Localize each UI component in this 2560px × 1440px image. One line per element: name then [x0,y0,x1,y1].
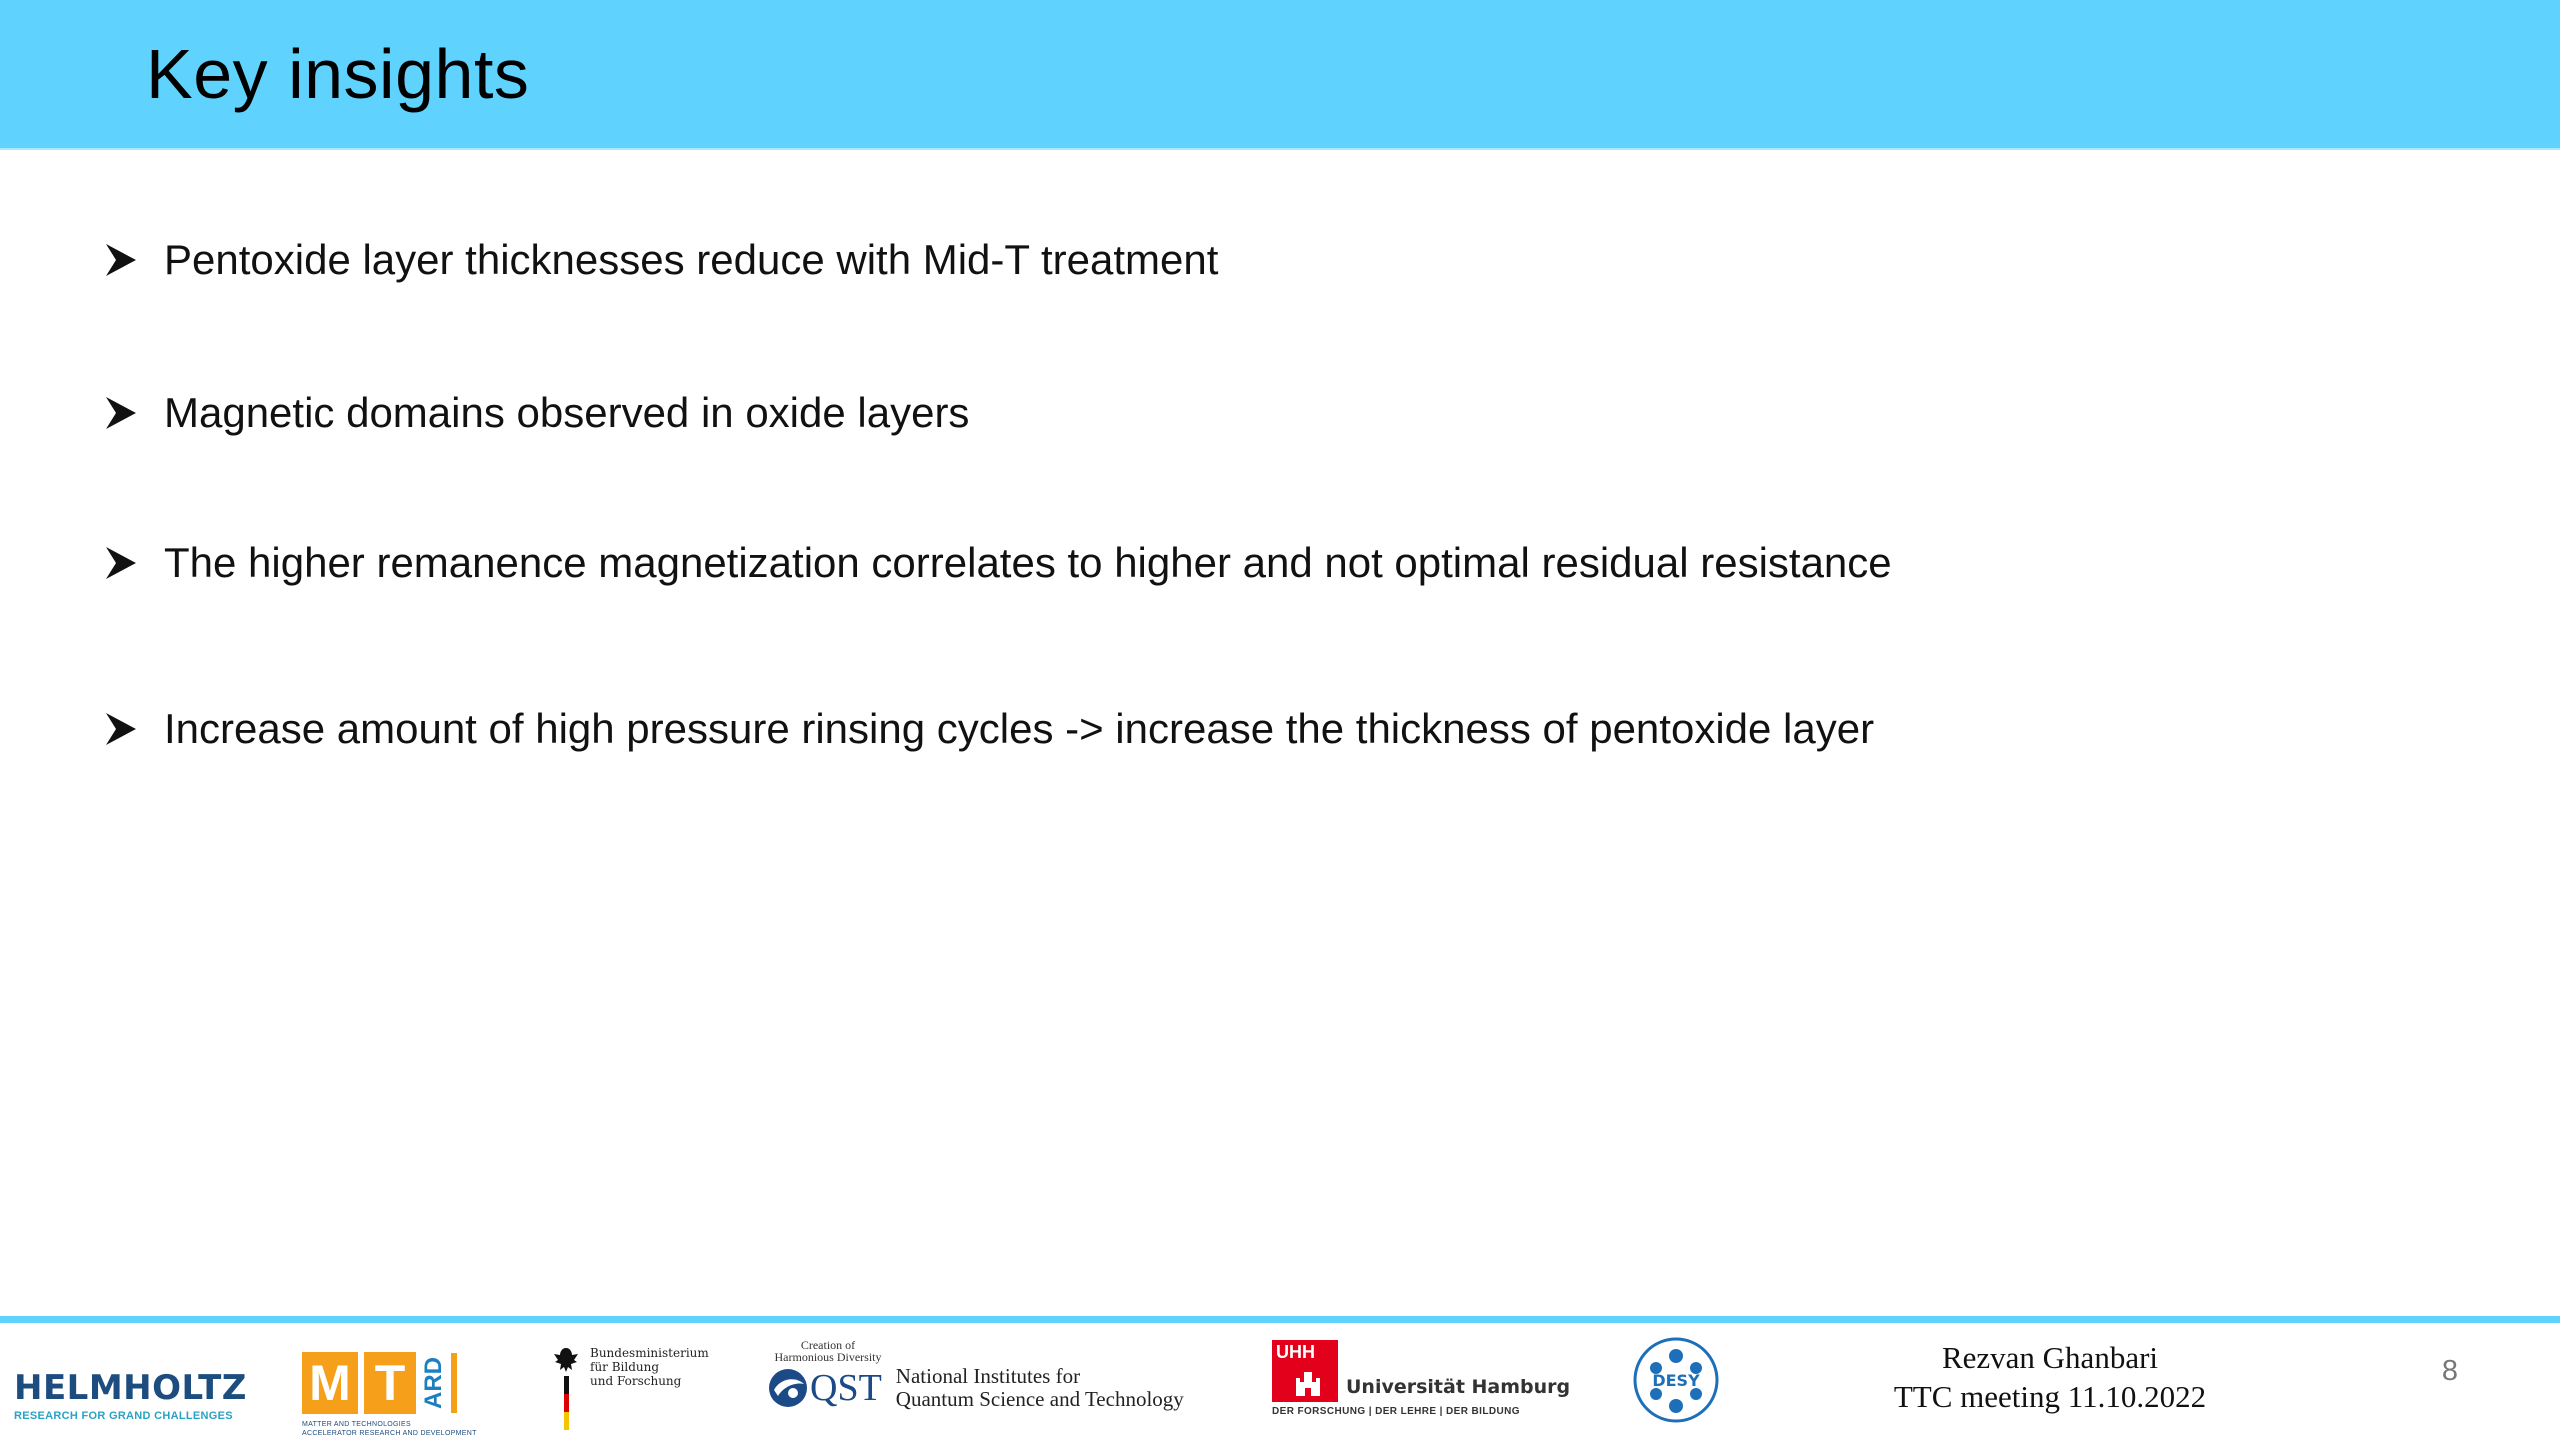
arrowhead-bullet-icon [104,393,138,433]
qst-tagline-2: Harmonious Diversity [774,1350,882,1364]
bullet-text: Increase amount of high pressure rinsing cycles -> increase the thickness of pentoxide layer [164,705,1875,752]
bmbf-line-1: Bundesministerium [590,1346,709,1360]
desy-name: DESY [1652,1371,1700,1390]
desy-emblem-icon [1632,1336,1720,1424]
helmholtz-tagline: RESEARCH FOR GRAND CHALLENGES [14,1410,233,1422]
author-block [1850,1338,2250,1416]
bullet-item [104,388,969,438]
title-bar [0,0,2560,150]
qst-logo [766,1339,1184,1411]
bullet-text: Magnetic domains observed in oxide layers [164,389,970,436]
bmbf-line-2: für Bildung [590,1360,660,1374]
qst-full-name-2: Quantum Science and Technology [895,1387,1184,1411]
bullet-text: Pentoxide layer thicknesses reduce with Mid-T treatment [164,236,1219,283]
desy-logo [1632,1336,1720,1429]
arrowhead-bullet-icon [104,240,138,280]
qst-tagline-1: Creation of [800,1338,856,1352]
uhh-name: Universität Hamburg [1346,1376,1571,1398]
uhh-mark-text: UHH [1276,1342,1315,1362]
mt-ard-logo [302,1352,477,1438]
castle-icon [1294,1368,1322,1396]
author-name: Rezvan Ghanbari [1941,1340,2159,1375]
bmbf-logo [552,1346,709,1430]
uhh-logo [1272,1340,1570,1417]
bullet-text: The higher remanence magnetization correlates to higher and not optimal residual resistance [164,539,1892,586]
mt-letter-t: T [364,1352,416,1414]
mt-ard-tagline-2: ACCELERATOR RESEARCH AND DEVELOPMENT [302,1430,477,1437]
mt-ard-tagline-1: MATTER AND TECHNOLOGIES [302,1421,411,1428]
bullet-item [104,704,1874,754]
slide-title: Key insights [146,35,530,113]
bullet-item [104,235,1218,285]
eagle-icon [552,1346,580,1376]
uhh-mark [1272,1340,1338,1402]
qst-globe-icon [766,1366,810,1410]
uhh-tagline: DER FORSCHUNG | DER LEHRE | DER BILDUNG [1272,1406,1520,1417]
footer-divider [0,1316,2560,1323]
helmholtz-name: HELMHOLTZ [14,1368,247,1408]
arrowhead-bullet-icon [104,543,138,583]
bmbf-line-3: und Forschung [590,1374,682,1388]
meeting-info: TTC meeting 11.10.2022 [1893,1379,2207,1414]
qst-name: QST [810,1367,882,1409]
arrowhead-bullet-icon [104,709,138,749]
helmholtz-logo [14,1368,247,1422]
mt-letter-m: M [302,1352,358,1414]
mt-ard-text: ARD [420,1357,447,1409]
qst-full-name-1: National Institutes for [895,1364,1081,1388]
page-number: 8 [2441,1355,2459,1387]
bullet-item [104,538,1892,588]
